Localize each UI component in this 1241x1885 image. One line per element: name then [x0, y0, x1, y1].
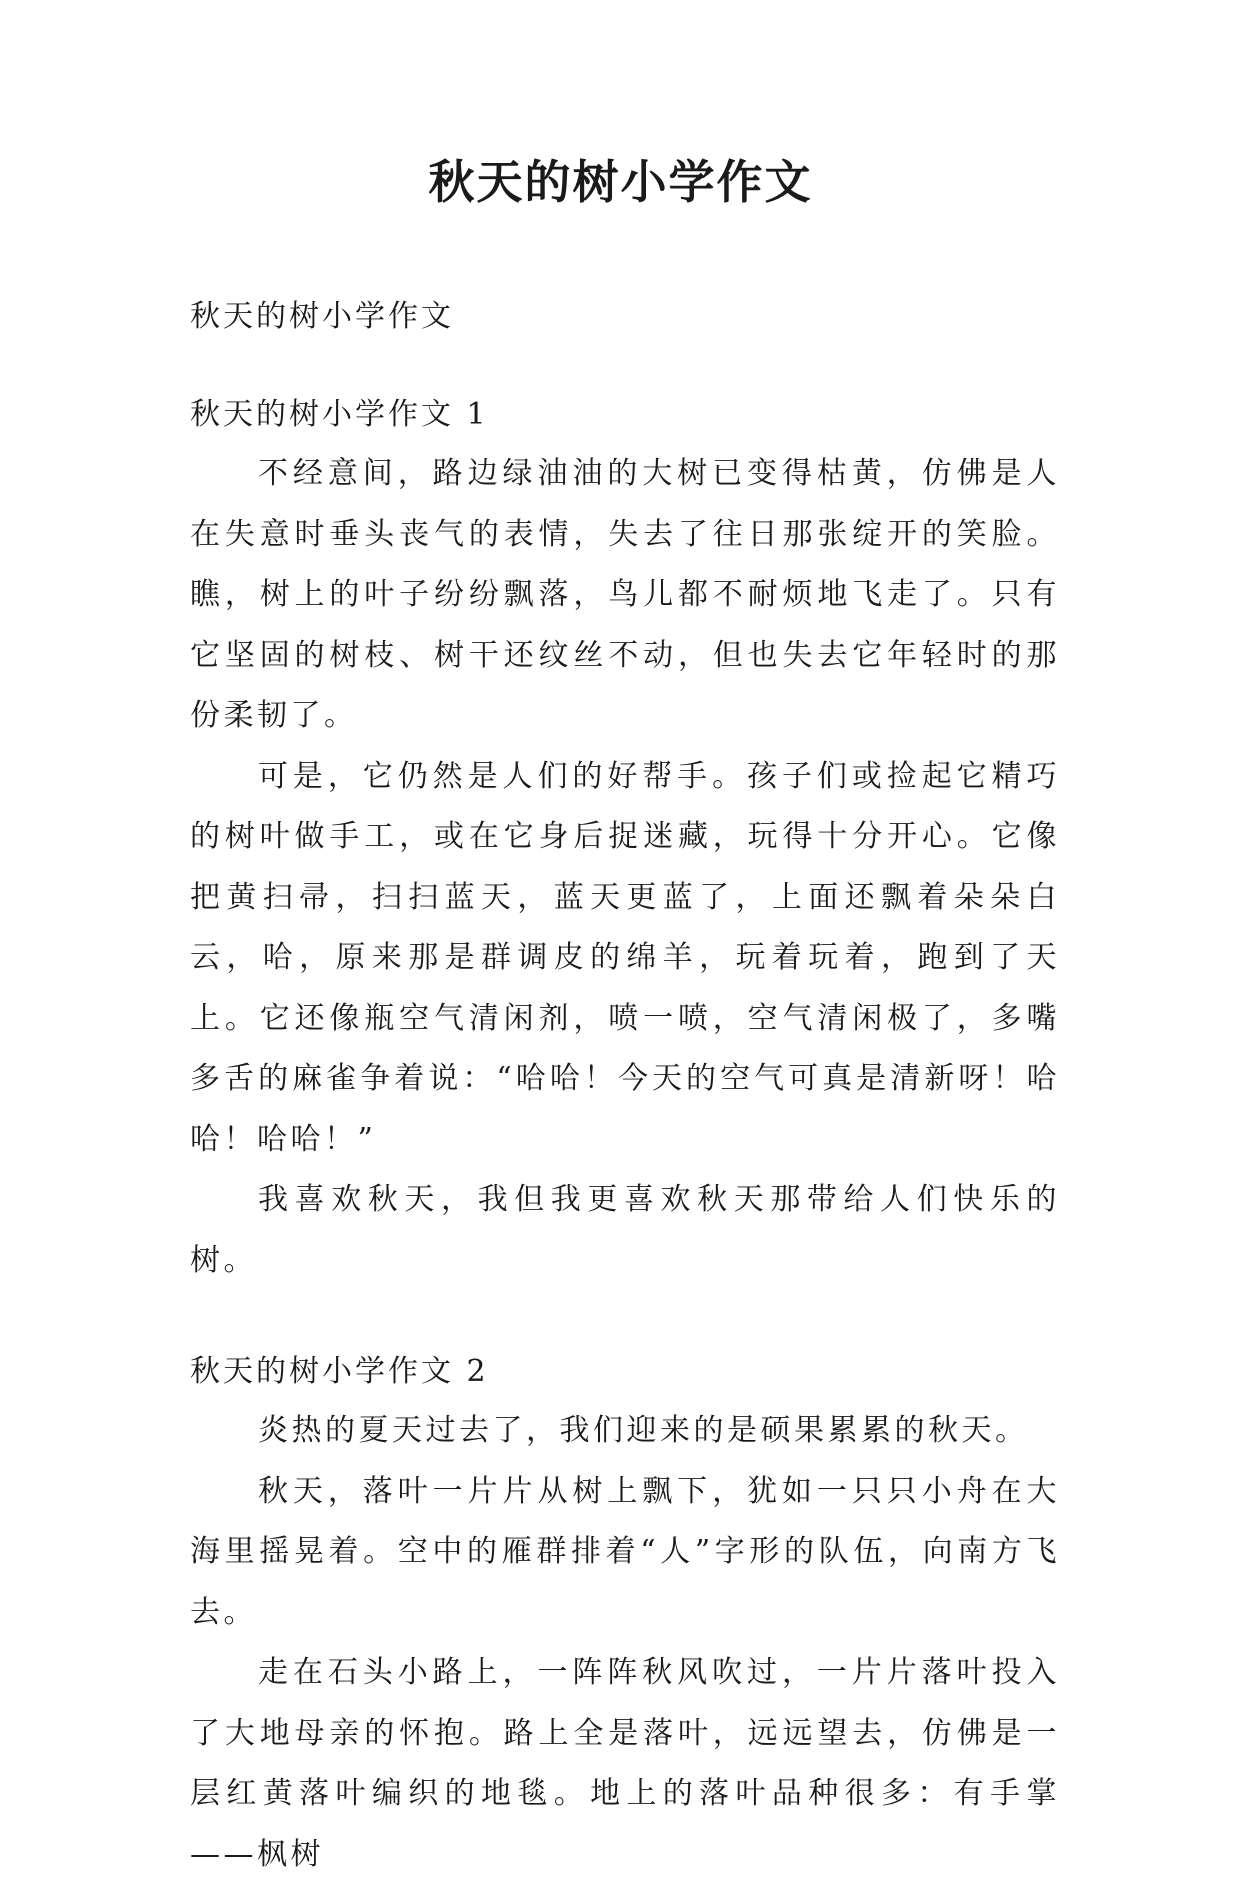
document-body	[190, 288, 1060, 1885]
essay-heading: 秋天的树小学作文 1	[190, 397, 489, 432]
essay-2	[190, 1343, 1060, 1885]
paragraph: 炎热的夏天过去了，我们迎来的是硕果累累的秋天。	[258, 1413, 1029, 1448]
essay-1	[190, 386, 1060, 1291]
paragraph: 不经意间，路边绿油油的大树已变得枯黄，仿佛是人在失意时垂头丧气的表情，失去了往日那张绽开的笑脸。瞧，树上的叶子纷纷飘落，鸟儿都不耐烦地飞走了。只有它坚固的树枝、树干还纹丝不动，但也失去它年轻时的那份柔韧了。	[190, 456, 1060, 733]
document-subtitle: 秋天的树小学作文	[190, 299, 454, 334]
essay-heading: 秋天的树小学作文 2	[190, 1354, 489, 1389]
document-title: 秋天的树小学作文	[428, 155, 813, 209]
paragraph: 秋天，落叶一片片从树上飘下，犹如一只只小舟在大海里摇晃着。空中的雁群排着“人”字形的队伍，向南方飞去。	[190, 1473, 1060, 1630]
paragraph: 可是，它仍然是人们的好帮手。孩子们或捡起它精巧的树叶做手工，或在它身后捉迷藏，玩得十分开心。它像把黄扫帚，扫扫蓝天，蓝天更蓝了，上面还飘着朵朵白云，哈，原来那是群调皮的绵羊，玩着玩着，跑到了天上。它还像瓶空气清闲剂，喷一喷，空气清闲极了，多嘴多舌的麻雀争着说：“哈哈！今天的空气可真是清新呀！哈哈！哈哈！”	[190, 758, 1060, 1157]
paragraph: 走在石头小路上，一阵阵秋风吹过，一片片落叶投入了大地母亲的怀抱。路上全是落叶，远远望去，仿佛是一层红黄落叶编织的地毯。地上的落叶品种很多：有手掌——枫树	[190, 1655, 1060, 1872]
paragraph: 我喜欢秋天，我但我更喜欢秋天那带给人们快乐的树。	[190, 1182, 1060, 1278]
